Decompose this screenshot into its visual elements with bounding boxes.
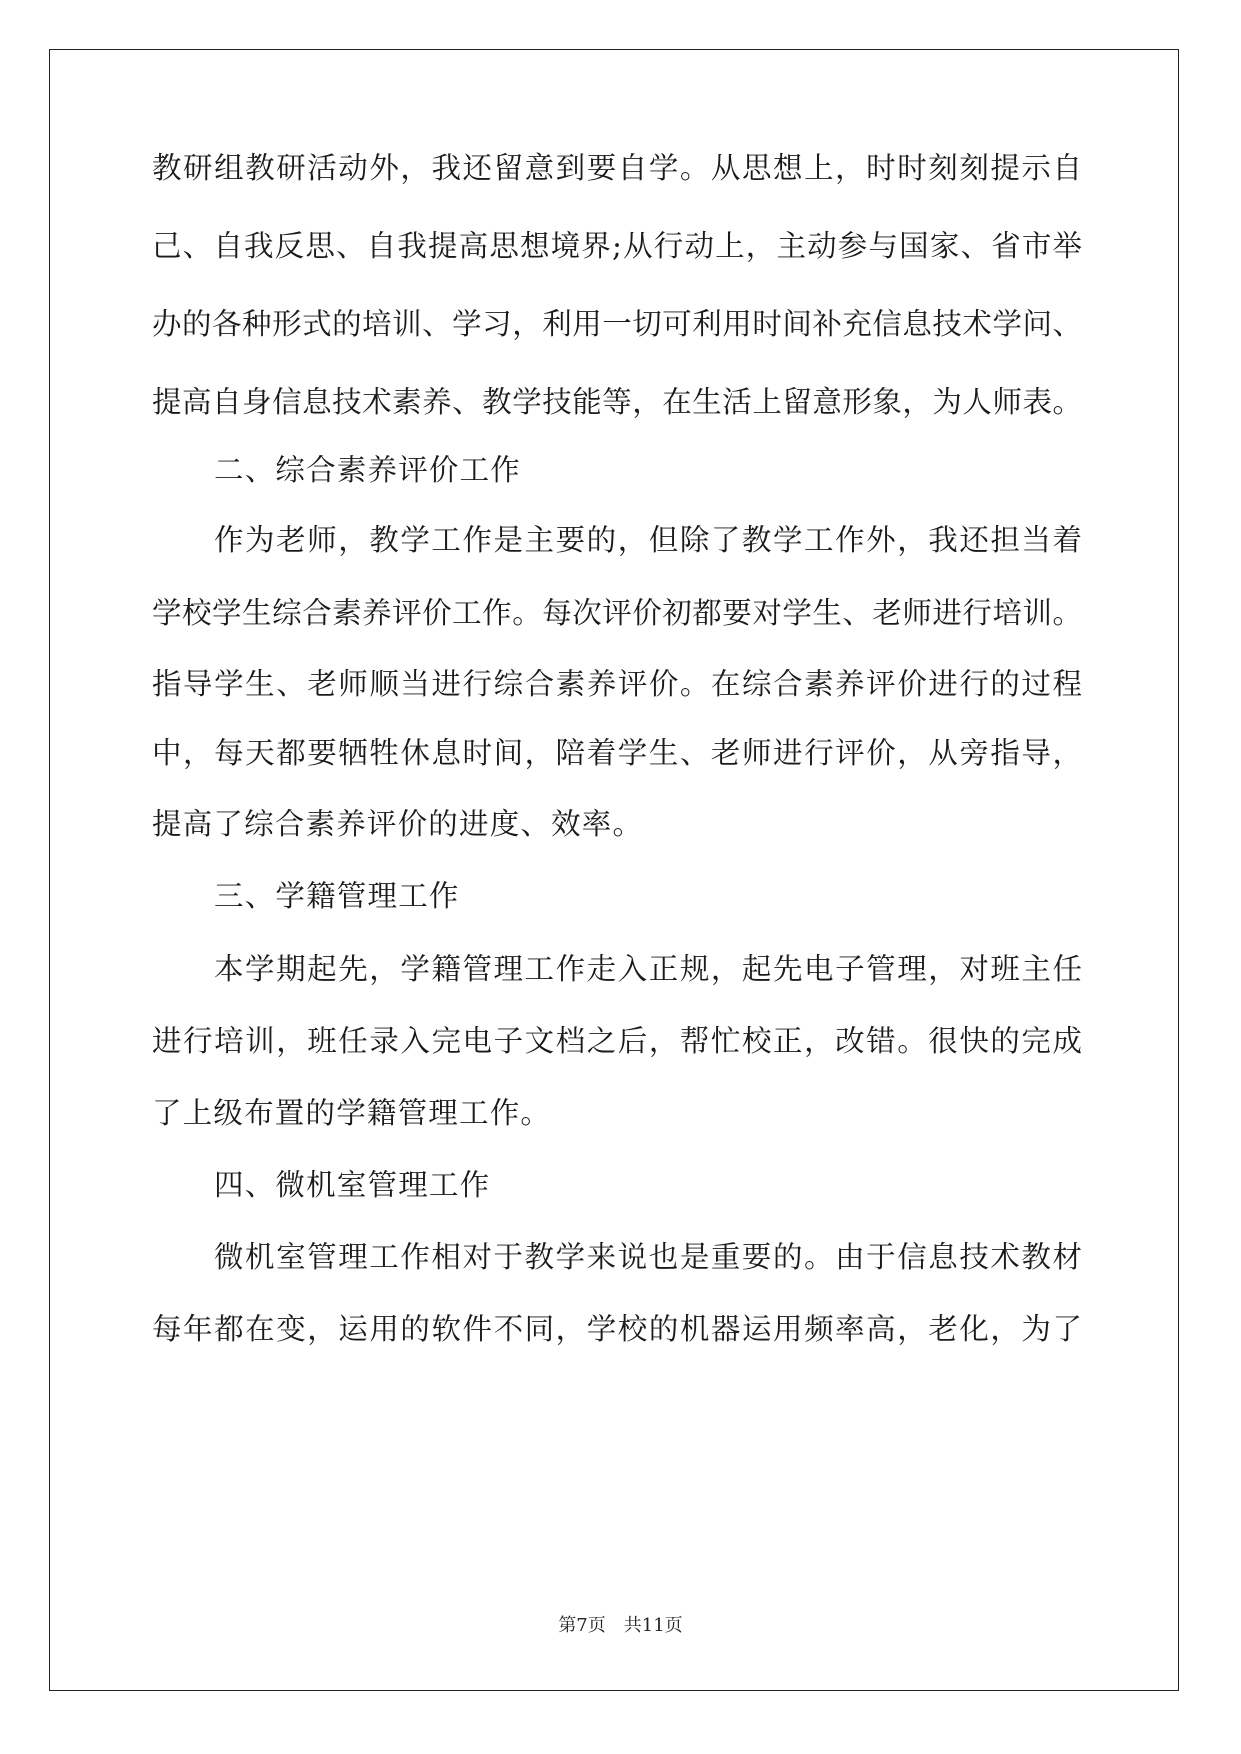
paragraph-line: 中，每天都要牺牲休息时间，陪着学生、老师进行评价，从旁指导， — [152, 736, 1082, 770]
paragraph-line: 微机室管理工作相对于教学来说也是重要的。由于信息技术教材 — [214, 1240, 1082, 1274]
paragraph-line: 每年都在变，运用的软件不同，学校的机器运用频率高，老化，为了 — [152, 1312, 1082, 1346]
paragraph-line: 学校学生综合素养评价工作。每次评价初都要对学生、老师进行培训。 — [152, 596, 1082, 630]
paragraph-line: 进行培训，班任录入完电子文档之后，帮忙校正，改错。很快的完成 — [152, 1024, 1082, 1058]
page-number-footer: 第7页 共11页 — [558, 1615, 683, 1636]
section-heading: 二、综合素养评价工作 — [214, 453, 522, 487]
paragraph-line: 作为老师，教学工作是主要的，但除了教学工作外，我还担当着 — [214, 523, 1082, 557]
paragraph-line: 教研组教研活动外，我还留意到要自学。从思想上，时时刻刻提示自 — [152, 151, 1082, 185]
paragraph-line: 提高了综合素养评价的进度、效率。 — [152, 807, 644, 841]
paragraph-line: 指导学生、老师顺当进行综合素养评价。在综合素养评价进行的过程 — [152, 667, 1082, 701]
page-border — [49, 49, 1179, 1691]
paragraph-line: 提高自身信息技术素养、教学技能等，在生活上留意形象，为人师表。 — [152, 385, 1082, 419]
section-heading: 四、微机室管理工作 — [214, 1168, 491, 1202]
paragraph-line: 办的各种形式的培训、学习，利用一切可利用时间补充信息技术学问、 — [152, 307, 1082, 341]
paragraph-line: 了上级布置的学籍管理工作。 — [152, 1096, 552, 1130]
paragraph-line: 己、自我反思、自我提高思想境界;从行动上，主动参与国家、省市举 — [152, 229, 1082, 263]
section-heading: 三、学籍管理工作 — [214, 879, 460, 913]
paragraph-line: 本学期起先，学籍管理工作走入正规，起先电子管理，对班主任 — [214, 952, 1082, 986]
